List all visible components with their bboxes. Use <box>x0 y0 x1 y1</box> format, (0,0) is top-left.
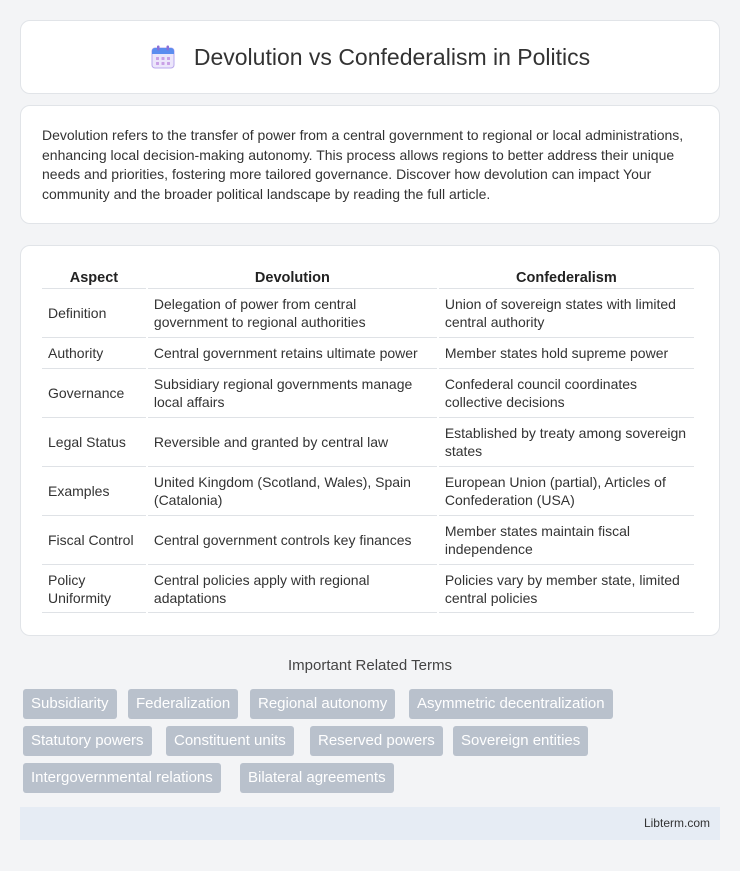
title-wrap <box>150 44 590 71</box>
cell-devolution: Central government retains ultimate power <box>148 337 437 368</box>
footer-site-link[interactable]: Libterm.com <box>643 816 710 830</box>
calendar-icon <box>150 44 176 70</box>
cell-confederalism: European Union (partial), Articles of Confederation (USA) <box>439 466 694 515</box>
table-row <box>42 337 694 368</box>
tag-bilateral-agreements[interactable]: Bilateral agreements <box>240 763 394 793</box>
cell-aspect: Definition <box>42 288 146 337</box>
cell-confederalism: Member states hold supreme power <box>439 337 694 368</box>
tag-sovereign-entities[interactable]: Sovereign entities <box>453 726 588 756</box>
cell-confederalism: Member states maintain fiscal independence <box>439 515 694 564</box>
related-terms-title: Important Related Terms <box>288 657 452 674</box>
tag-federalization[interactable]: Federalization <box>128 689 238 719</box>
table-header-row <box>42 266 694 288</box>
table-row <box>42 417 694 466</box>
cell-aspect: Governance <box>42 368 146 417</box>
table-row <box>42 288 694 337</box>
cell-confederalism: Policies vary by member state, limited central policies <box>439 564 694 613</box>
page-title: Devolution vs Confederalism in Politics <box>193 43 591 70</box>
tag-constituent-units[interactable]: Constituent units <box>166 726 294 756</box>
cell-aspect: Legal Status <box>42 417 146 466</box>
tag-subsidiarity[interactable]: Subsidiarity <box>23 689 117 719</box>
cell-aspect: Policy Uniformity <box>42 564 146 613</box>
cell-devolution: United Kingdom (Scotland, Wales), Spain (Catalonia) <box>148 466 437 515</box>
tag-statutory-powers[interactable]: Statutory powers <box>23 726 152 756</box>
tag-reserved-powers[interactable]: Reserved powers <box>310 726 443 756</box>
cell-confederalism: Union of sovereign states with limited central authority <box>439 288 694 337</box>
tag-regional-autonomy[interactable]: Regional autonomy <box>250 689 395 719</box>
cell-devolution: Central government controls key finances <box>148 515 437 564</box>
cell-devolution: Reversible and granted by central law <box>148 417 437 466</box>
header-aspect: Aspect <box>69 270 119 286</box>
cell-confederalism: Confederal council coordinates collective decisions <box>439 368 694 417</box>
cell-devolution: Delegation of power from central government to regional authorities <box>148 288 437 337</box>
footer <box>20 807 720 840</box>
tag-asymmetric-decentralization[interactable]: Asymmetric decentralization <box>409 689 613 719</box>
cell-devolution: Central policies apply with regional adaptations <box>148 564 437 613</box>
cell-aspect: Fiscal Control <box>42 515 146 564</box>
comparison-table-card <box>20 245 720 636</box>
table-row <box>42 564 694 613</box>
comparison-table <box>40 266 696 613</box>
cell-aspect: Examples <box>42 466 146 515</box>
cell-confederalism: Established by treaty among sovereign states <box>439 417 694 466</box>
tag-intergovernmental-relations[interactable]: Intergovernmental relations <box>23 763 221 793</box>
table-row <box>42 515 694 564</box>
header-devolution: Devolution <box>254 270 330 286</box>
intro-paragraph: Devolution refers to the transfer of power from a central government to regional or local administrations, enhancing local decision-making autonomy. This process allows regions to better address their unique needs and priorities, fostering more tailored governance. Discover how devolution can impact Your community and the broader political landscape by reading the full article. <box>42 127 684 202</box>
header-confederalism: Confederalism <box>516 270 617 286</box>
table-row <box>42 466 694 515</box>
cell-aspect: Authority <box>42 337 146 368</box>
title-card <box>20 20 720 94</box>
table-row <box>42 368 694 417</box>
cell-devolution: Subsidiary regional governments manage local affairs <box>148 368 437 417</box>
intro-card <box>20 105 720 224</box>
